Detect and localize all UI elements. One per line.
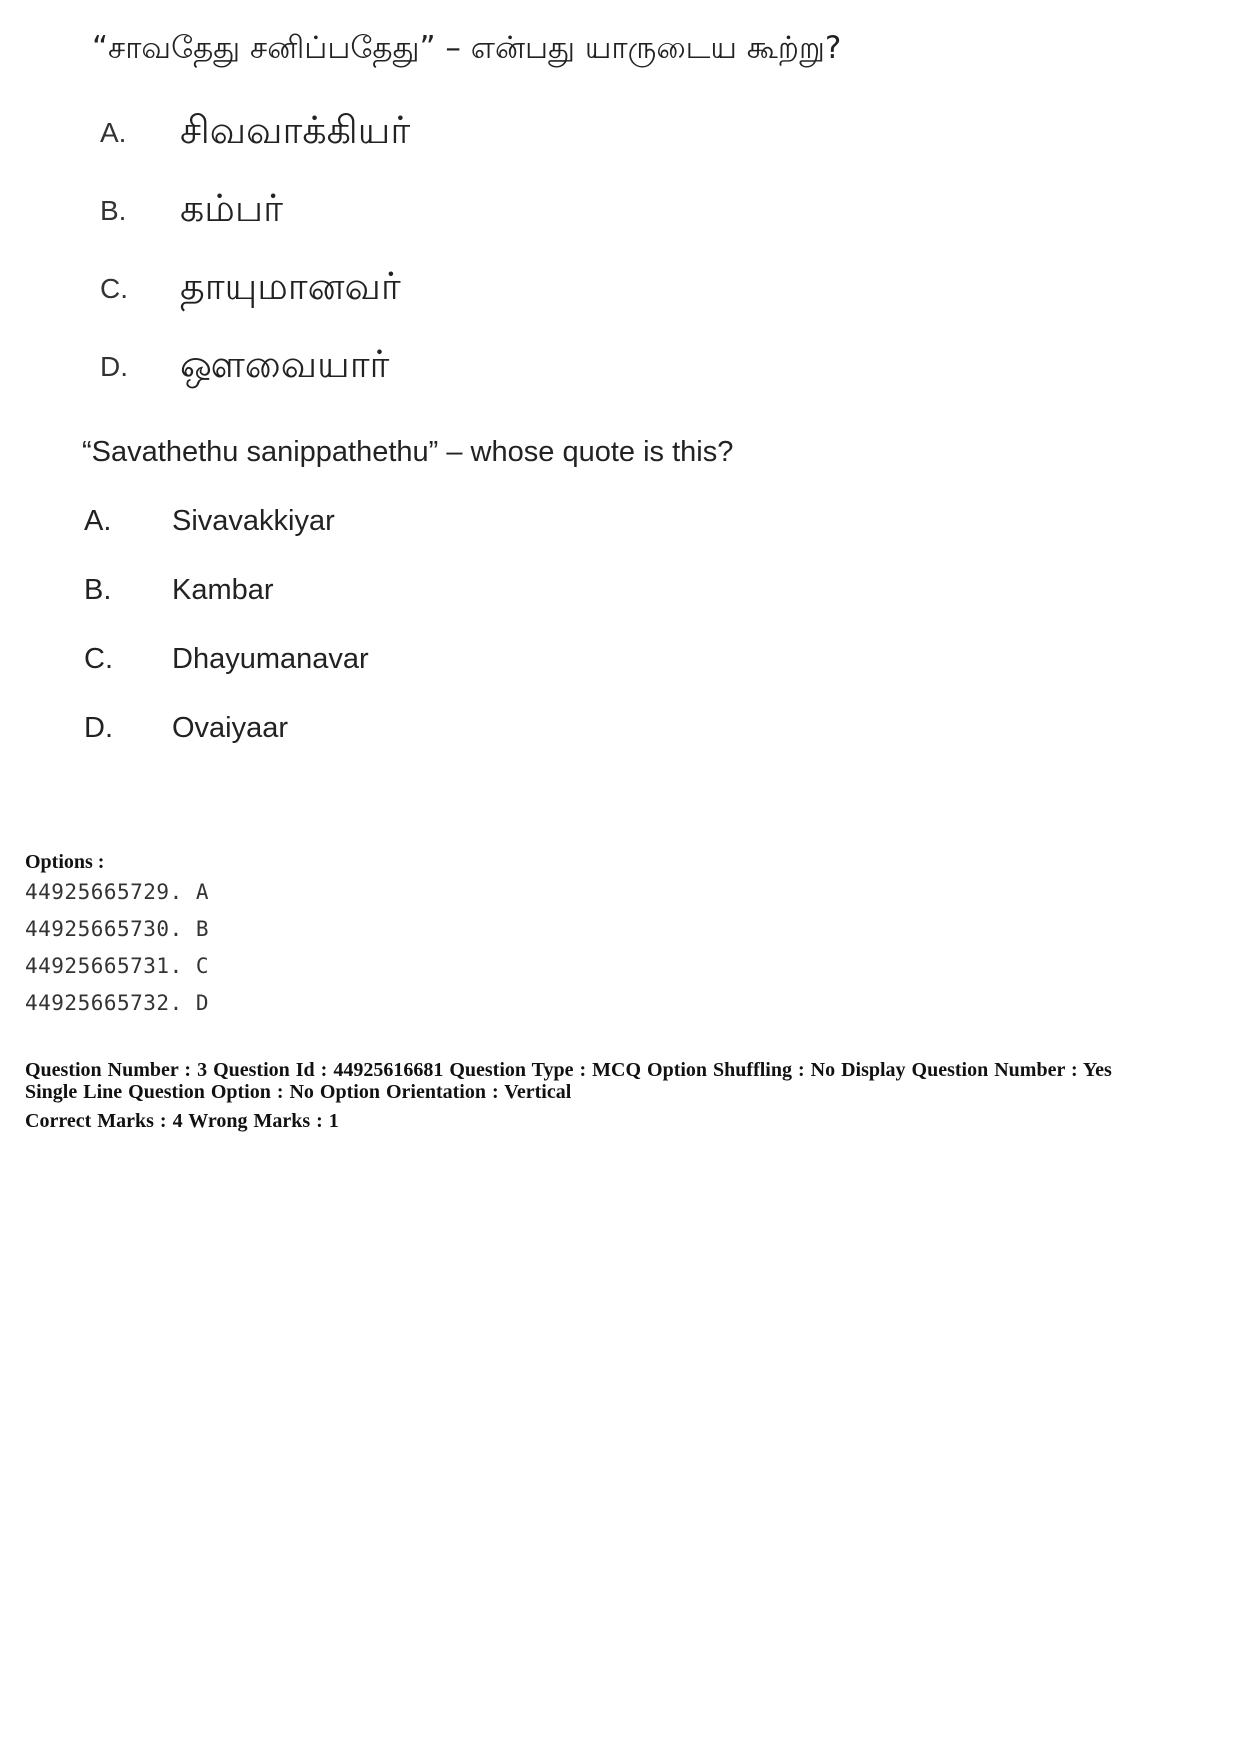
option-id-c: 44925665731. C <box>25 954 210 978</box>
english-question-text: “Savathethu sanippathethu” – whose quote is this? <box>82 436 734 468</box>
english-option-a <box>84 505 335 538</box>
option-letter: C. <box>100 273 128 304</box>
tamil-option-b <box>100 186 283 236</box>
english-option-c <box>84 643 369 676</box>
option-text: Dhayumanavar <box>172 643 369 675</box>
english-option-b <box>84 574 274 607</box>
tamil-option-c <box>100 264 401 314</box>
option-text: சிவவாக்கியர் <box>180 108 411 152</box>
option-text: தாயுமானவர் <box>180 264 401 308</box>
option-text: Sivavakkiyar <box>172 505 335 537</box>
option-text: Kambar <box>172 574 274 606</box>
marks-meta-line: Correct Marks : 4 Wrong Marks : 1 <box>25 1110 339 1132</box>
option-text: Ovaiyaar <box>172 712 289 744</box>
option-id-d: 44925665732. D <box>25 991 210 1015</box>
tamil-question-text: “சாவதேது சனிப்பதேது” – என்பது யாருடைய கூற்று? <box>92 30 842 66</box>
tamil-option-d <box>100 342 389 392</box>
option-letter: B. <box>100 195 127 226</box>
option-id-a: 44925665729. A <box>25 880 210 904</box>
option-letter: C. <box>84 643 113 675</box>
option-letter: D. <box>84 712 113 744</box>
option-letter: A. <box>100 117 127 148</box>
option-text: கம்பர் <box>180 186 284 230</box>
option-letter: D. <box>100 351 128 382</box>
option-letter: B. <box>84 574 112 606</box>
question-meta-line: Single Line Question Option : No Option Orientation : Vertical <box>25 1081 572 1103</box>
option-letter: A. <box>84 505 112 537</box>
tamil-option-a <box>100 108 410 158</box>
option-text: ஔவையார் <box>180 342 390 386</box>
option-id-b: 44925665730. B <box>25 917 210 941</box>
options-label: Options : <box>25 851 105 873</box>
english-option-d <box>84 712 288 745</box>
question-meta-line: Question Number : 3 Question Id : 44925616681 Question Type : MCQ Option Shuffling : No Display Question Number : Yes <box>25 1059 1112 1081</box>
